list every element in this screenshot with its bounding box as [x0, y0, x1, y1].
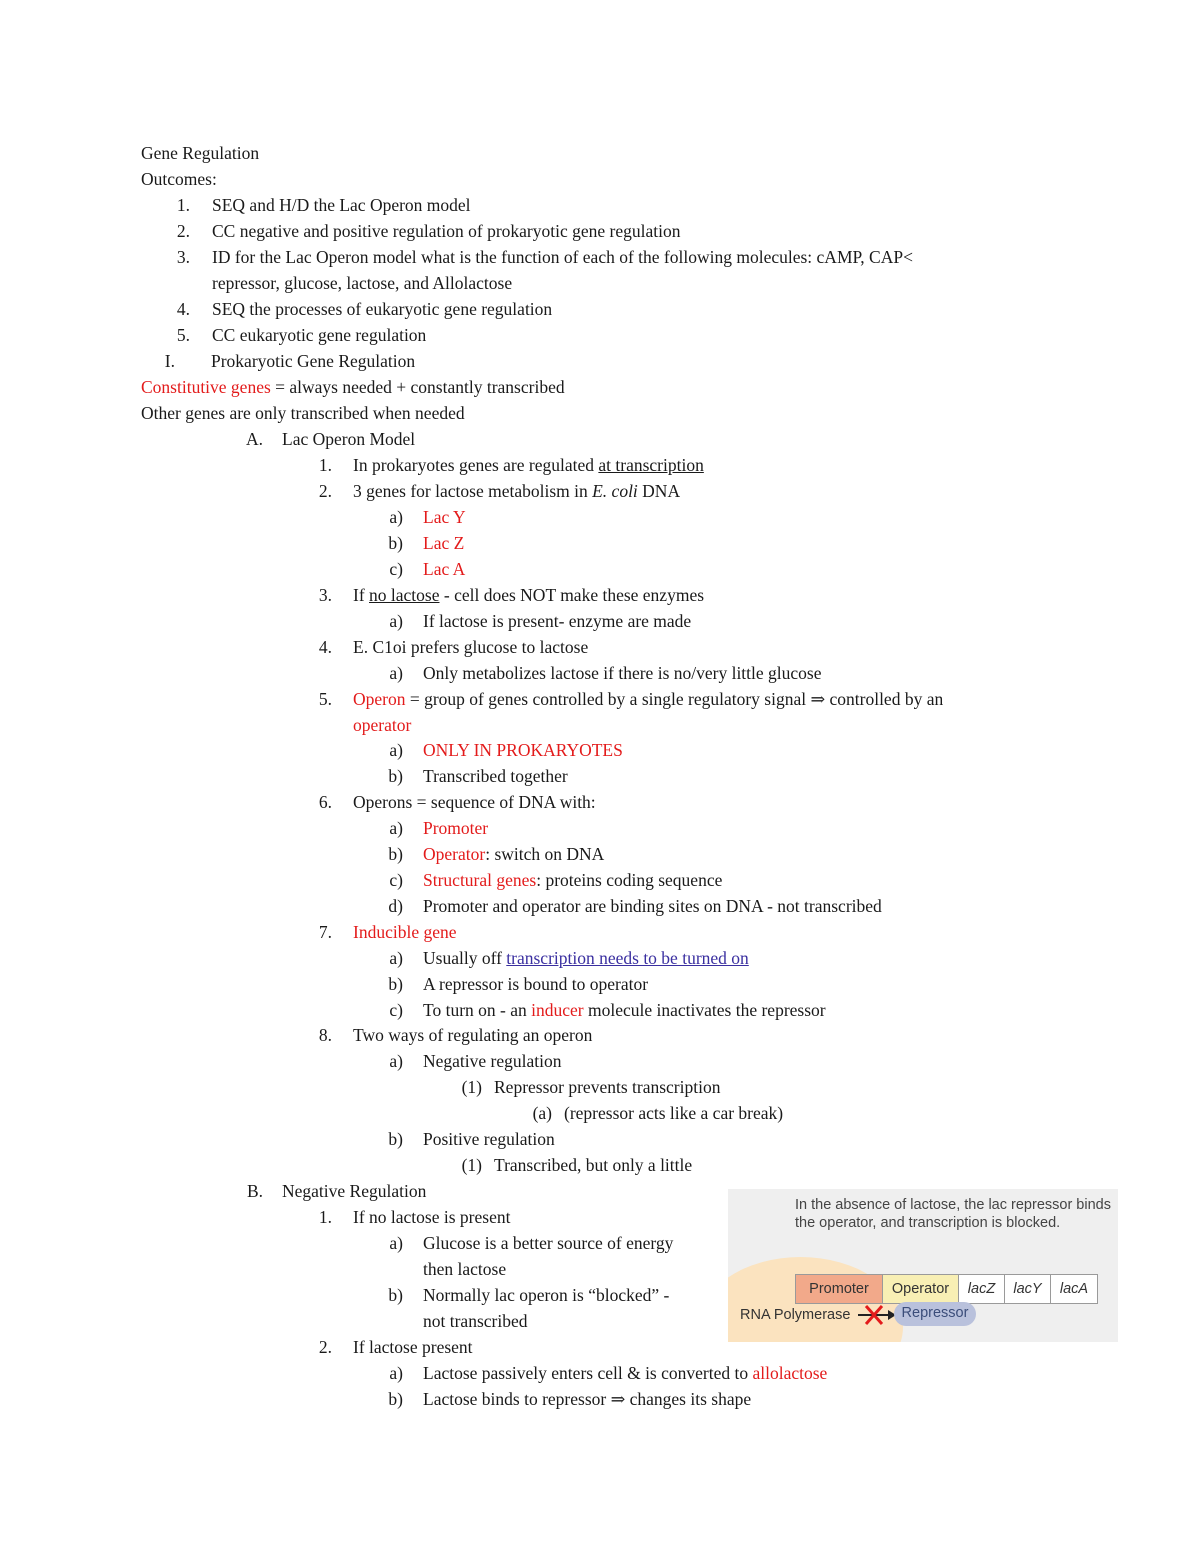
- lacy-box: lacY: [1005, 1275, 1051, 1303]
- item-number: 6.: [318, 792, 332, 812]
- sub-item-letter: b): [388, 1285, 403, 1305]
- sub-item-letter: b): [388, 844, 403, 864]
- sub-item-text: Lactose binds to repressor ⇒ changes its shape: [423, 1389, 752, 1409]
- sub-item-text: Positive regulation: [423, 1129, 555, 1149]
- text-part: DNA: [637, 481, 681, 501]
- page-title: Gene Regulation: [141, 143, 260, 163]
- item-number: 3.: [318, 585, 332, 605]
- term-promoter: Promoter: [423, 818, 489, 838]
- outcome-text: CC negative and positive regulation of prokaryotic gene regulation: [212, 221, 681, 241]
- sub-sub-item-number: (1): [461, 1155, 482, 1175]
- other-genes-line: Other genes are only transcribed when needed: [141, 403, 465, 423]
- term-operator: Operator: [423, 844, 486, 864]
- outcome-text-continued: repressor, glucose, lactose, and Allolactose: [212, 273, 513, 293]
- definition-text: = always needed + constantly transcribed: [270, 377, 565, 397]
- sub-sub-item-text: Transcribed, but only a little: [494, 1155, 693, 1175]
- outcome-number: 2.: [176, 221, 190, 241]
- text-part: molecule inactivates the repressor: [583, 1000, 826, 1020]
- outcome-text: SEQ and H/D the Lac Operon model: [212, 195, 471, 215]
- sub-item-text: Normally lac operon is “blocked” -: [423, 1285, 670, 1305]
- sub-item-text: If lactose is present- enzyme are made: [423, 611, 692, 631]
- lacz-box: lacZ: [959, 1275, 1005, 1303]
- sub-sub-item-text: Repressor prevents transcription: [494, 1077, 721, 1097]
- text-part: - cell does NOT make these enzymes: [439, 585, 705, 605]
- subsection-letter: A.: [245, 429, 263, 449]
- sub-item-letter: a): [389, 663, 403, 683]
- sub-item-text: Negative regulation: [423, 1051, 562, 1071]
- outcome-text: CC eukaryotic gene regulation: [212, 325, 427, 345]
- sub-item-letter: b): [388, 1129, 403, 1149]
- sub-item-text: [423, 1362, 827, 1384]
- underlined-text: at transcription: [598, 455, 704, 475]
- sub-item-text: Only metabolizes lactose if there is no/very little glucose: [423, 663, 822, 683]
- outcome-text: SEQ the processes of eukaryotic gene regulation: [212, 299, 553, 319]
- constitutive-genes-line: [141, 376, 565, 398]
- sub-item-text: ONLY IN PROKARYOTES: [423, 740, 623, 760]
- operon-gene-strip: [795, 1274, 1098, 1304]
- item-text: Two ways of regulating an operon: [353, 1025, 593, 1045]
- rna-polymerase-label: RNA Polymerase: [740, 1307, 851, 1323]
- gene-lac-z: Lac Z: [423, 533, 465, 553]
- term-operon: Operon: [353, 689, 406, 709]
- text-part: Lactose passively enters cell & is converted to: [423, 1363, 753, 1383]
- repressor-shape: Repressor: [894, 1302, 976, 1326]
- item-text: E. C1oi prefers glucose to lactose: [353, 637, 589, 657]
- laca-box: lacA: [1051, 1275, 1097, 1303]
- term-inducible-gene: Inducible gene: [353, 922, 457, 942]
- sub-item-letter: a): [389, 507, 403, 527]
- sub-item-text: [423, 843, 604, 865]
- gene-lac-a: Lac A: [423, 559, 466, 579]
- gene-lac-y: Lac Y: [423, 507, 466, 527]
- underlined-text: no lactose: [369, 585, 440, 605]
- outcome-number: 4.: [176, 299, 190, 319]
- item-number: 5.: [318, 689, 332, 709]
- level4-item-letter: (a): [532, 1103, 552, 1123]
- sub-item-text: A repressor is bound to operator: [423, 974, 649, 994]
- item-number: 7.: [318, 922, 332, 942]
- text-part: : proteins coding sequence: [536, 870, 723, 890]
- sub-item-letter: a): [389, 740, 403, 760]
- outcomes-label: Outcomes:: [141, 169, 217, 189]
- sub-item-text: Transcribed together: [423, 766, 568, 786]
- text-part: Usually off: [423, 948, 507, 968]
- sub-item-text: [423, 947, 749, 969]
- sub-item-text: [423, 869, 722, 891]
- item-number: 1.: [318, 455, 332, 475]
- subsection-letter: B.: [246, 1181, 263, 1201]
- section-number: I.: [164, 351, 175, 371]
- text-part: In prokaryotes genes are regulated: [353, 455, 599, 475]
- term-operator: operator: [353, 715, 412, 735]
- sub-item-letter: c): [389, 1000, 403, 1020]
- sub-item-letter: a): [389, 948, 403, 968]
- operator-box: Operator: [883, 1275, 959, 1303]
- item-text: [353, 454, 704, 476]
- text-part: = group of genes controlled by a single regulatory signal ⇒ controlled by an: [405, 689, 944, 709]
- outcome-number: 5.: [176, 325, 190, 345]
- sub-item-letter: d): [388, 896, 403, 916]
- term-inducer: inducer: [531, 1000, 584, 1020]
- item-text: [353, 688, 943, 710]
- term-constitutive-genes: Constitutive genes: [141, 377, 271, 397]
- subsection-heading-lac-operon: Lac Operon Model: [282, 429, 416, 449]
- sub-item-letter: a): [389, 611, 403, 631]
- term-structural-genes: Structural genes: [423, 870, 537, 890]
- sub-item-text-continued: not transcribed: [423, 1311, 528, 1331]
- item-text: If no lactose is present: [353, 1207, 511, 1227]
- sub-item-letter: b): [388, 1389, 403, 1409]
- level4-item-text: (repressor acts like a car break): [564, 1103, 784, 1123]
- text-part: : switch on DNA: [485, 844, 605, 864]
- term-allolactose: allolactose: [752, 1363, 828, 1383]
- blocked-arrow-icon: [856, 1302, 896, 1328]
- text-part: 3 genes for lactose metabolism in: [353, 481, 593, 501]
- sub-item-letter: a): [389, 818, 403, 838]
- sub-item-text: [423, 817, 488, 839]
- transcription-link[interactable]: transcription needs to be turned on: [506, 948, 749, 968]
- sub-item-letter: a): [389, 1363, 403, 1383]
- sub-item-letter: a): [389, 1233, 403, 1253]
- sub-item-letter: c): [389, 870, 403, 890]
- item-number: 2.: [318, 481, 332, 501]
- sub-item-letter: c): [389, 559, 403, 579]
- sub-item-text-continued: then lactose: [423, 1259, 507, 1279]
- text-part: To turn on - an: [423, 1000, 532, 1020]
- sub-item-text: Promoter and operator are binding sites on DNA - not transcribed: [423, 896, 882, 916]
- sub-item-letter: a): [389, 1051, 403, 1071]
- sub-item-text: Glucose is a better source of energy: [423, 1233, 674, 1253]
- outcome-number: 3.: [176, 247, 190, 267]
- item-number: 2.: [318, 1337, 332, 1357]
- lac-operon-figure: [728, 1189, 1118, 1342]
- item-number: 4.: [318, 637, 332, 657]
- item-text: Operons = sequence of DNA with:: [353, 792, 596, 812]
- outcome-number: 1.: [176, 195, 190, 215]
- item-text: [353, 584, 704, 606]
- sub-item-letter: b): [388, 533, 403, 553]
- item-text: [353, 480, 680, 502]
- section-heading-prokaryotic: Prokaryotic Gene Regulation: [211, 351, 416, 371]
- sub-sub-item-number: (1): [461, 1077, 482, 1097]
- sub-item-letter: b): [388, 766, 403, 786]
- sub-item-text: [423, 999, 826, 1021]
- sub-item-letter: b): [388, 974, 403, 994]
- promoter-box: Promoter: [796, 1275, 883, 1303]
- item-number: 1.: [318, 1207, 332, 1227]
- text-part: If: [353, 585, 370, 605]
- italic-text: E. coli: [592, 481, 638, 501]
- outcome-text: ID for the Lac Operon model what is the function of each of the following molecules: cAMP, CAP<: [212, 247, 913, 267]
- item-text: If lactose present: [353, 1337, 473, 1357]
- subsection-heading-negative-regulation: Negative Regulation: [282, 1181, 427, 1201]
- figure-caption: In the absence of lactose, the lac repressor binds the operator, and transcription is blocked.: [795, 1197, 1111, 1231]
- item-number: 8.: [318, 1025, 332, 1045]
